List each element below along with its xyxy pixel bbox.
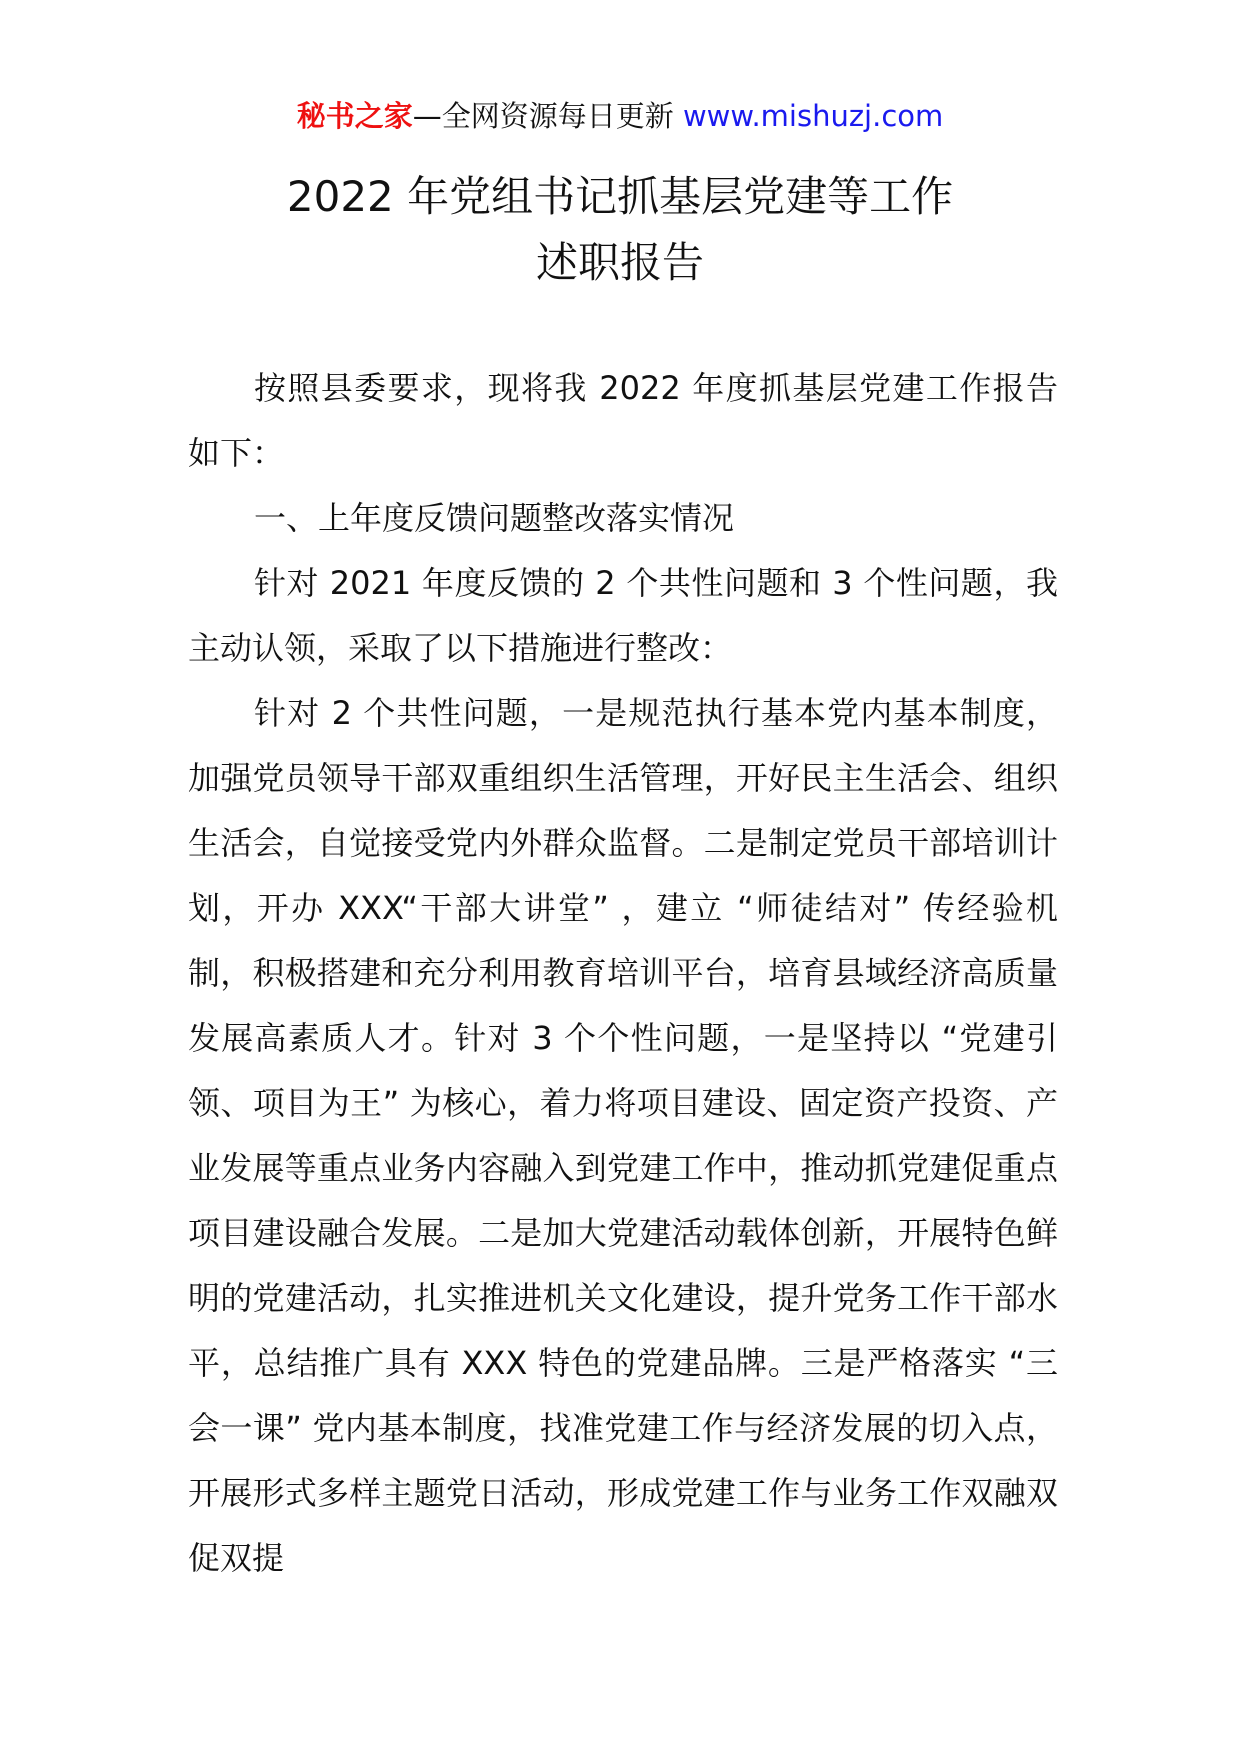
intro-paragraph: 按照县委要求，现将我 2022 年度抓基层党建工作报告如下： — [188, 369, 1058, 472]
body-paragraph: 针对 2021 年度反馈的 2 个共性问题和 3 个性问题，我主动认领，采取了以下措施进行整改： — [188, 564, 1058, 667]
title-line-1: 2022 年党组书记抓基层党建等工作 — [286, 172, 954, 221]
body-paragraph: 针对 2 个共性问题，一是规范执行基本党内基本制度，加强党员领导干部双重组织生活管理，开好民主生活会、组织生活会，自觉接受党内外群众监督。二是制定党员干部培训计划，开办 XXX“干部大讲堂” ，建立 “师徒结对” 传经验机制，积极搭建和充分利用教育培训平台，培育县域经济高质量发展高素质人才。针对 3 个个性问题，一是坚持以 “党建引领、项目为王” 为核心，着力将项目建设、固定资产投资、产业发展等重点业务内容融入到党建工作中，推动抓党建促重点项目建设融合发展。二是加大党建活动载体创新，开展特色鲜明的党建活动，扎实推进机关文化建设，提升党务工作干部水平，总结推广具有 XXX 特色的党建品牌。三是严格落实 “三会一课” 党内基本制度，找准党建工作与经济发展的切入点，开展形式多样主题党日活动，形成党建工作与业务工作双融双促双提 — [188, 694, 1058, 1577]
title-line-2: 述职报告 — [535, 238, 704, 287]
document-body — [188, 356, 1058, 1591]
brand-name: 秘书之家 — [296, 99, 413, 133]
document-title — [0, 164, 1240, 296]
site-url-link[interactable]: www.mishuzj.com — [682, 99, 944, 133]
watermark-header — [0, 96, 1240, 136]
section-heading: 一、上年度反馈问题整改落实情况 — [254, 499, 735, 537]
header-slogan: —全网资源每日更新 — [412, 99, 683, 133]
